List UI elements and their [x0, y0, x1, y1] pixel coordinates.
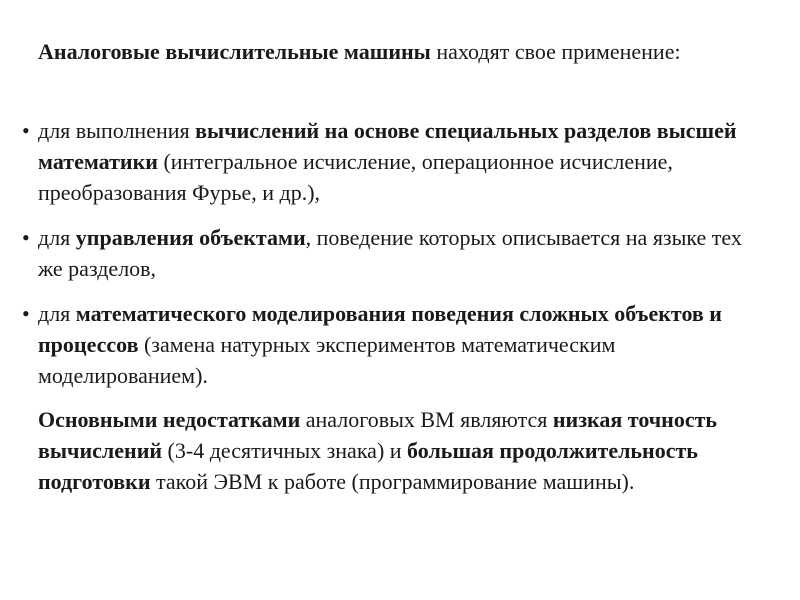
bullet-text: (замена натурных экспериментов математическим моделированием).	[38, 332, 616, 388]
bullet-item-modeling	[22, 298, 752, 391]
bullet-text: , поведение которых описывается на языке тех же разделов,	[38, 225, 742, 281]
conclusion-text: такой ЭВМ к работе (программирование машины).	[150, 469, 635, 494]
conclusion-bold: Основными недостатками	[38, 407, 301, 432]
bullet-bold: управления объектами	[75, 225, 306, 250]
bullet-marker: •	[22, 118, 30, 143]
bullet-text: для	[38, 301, 76, 326]
intro-paragraph	[38, 36, 738, 67]
conclusion-text: аналоговых ВМ являются	[300, 407, 553, 432]
intro-text: находят свое применение:	[430, 39, 681, 64]
intro-bold: Аналоговые вычислительные машины	[38, 39, 431, 64]
conclusion-bold: большая продолжительность подготовки	[38, 438, 698, 494]
bullet-marker: •	[22, 301, 30, 326]
conclusion-paragraph	[38, 404, 768, 497]
bullet-text: (интегральное исчисление, операционное исчисление, преобразования Фурье, и др.),	[38, 149, 673, 205]
bullet-item-computation	[22, 115, 752, 208]
bullet-bold: математического моделирования поведения сложных объектов и процессов	[38, 301, 722, 357]
conclusion-bold: низкая точность вычислений	[38, 407, 718, 463]
bullet-marker: •	[22, 225, 30, 250]
conclusion-text: (3-4 десятичных знака) и	[162, 438, 408, 463]
bullet-bold: вычислений на основе специальных разделов высшей математики	[38, 118, 737, 174]
bullet-text: для	[38, 225, 76, 250]
bullet-text: для выполнения	[38, 118, 196, 143]
bullet-item-control	[22, 222, 752, 284]
